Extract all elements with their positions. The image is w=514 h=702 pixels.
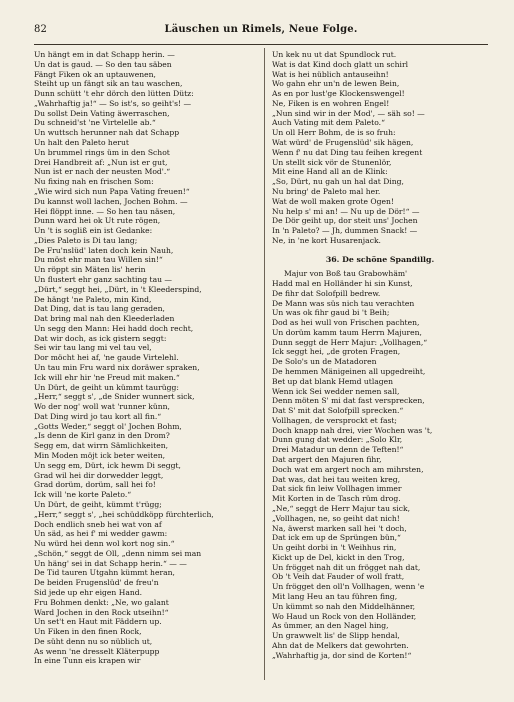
- verse-line: Dunn gung dat wedder: „Solo Klr,: [272, 435, 403, 445]
- verse-line: Un frögget nah dit un frögget nah dat,: [272, 562, 421, 572]
- verse-line: Dat wir doch, as ick gistern seggt:: [34, 333, 167, 343]
- verse-line: Ne, Fiken is en wohren Engel!: [272, 98, 390, 108]
- verse-line: „Herr,“ seggt s', „de Snider wunnert sick,: [34, 392, 195, 402]
- verse-line: „Schön,“ seggt de Oll, „denn nimm sei man: [34, 548, 202, 558]
- running-title: Läuschen un Rimels, Neue Folge.: [164, 24, 358, 35]
- verse-line: Ick will 'ne korte Paleto.“: [34, 490, 132, 500]
- verse-line: Un dat is gaud. — So den tau säben: [34, 59, 172, 69]
- verse-line: Grad dorüm, dorüm, sall hei fo!: [34, 480, 156, 490]
- verse-line: Drei Matadur un denn de Teften!“: [272, 445, 404, 455]
- verse-line: De fihr dat Solofpill bedrew.: [272, 288, 381, 298]
- verse-line: Nu bring' de Paleto mal her.: [272, 186, 381, 196]
- verse-line: De Fru'nslüd' laten doch kein Nauh,: [34, 245, 174, 255]
- verse-line: De beiden Frugenslüd' de freu'n: [34, 578, 159, 588]
- verse-line: De Solo's un de Matadoren: [272, 357, 377, 367]
- verse-line: Vollhagen, de versprockt et fast;: [272, 415, 397, 425]
- verse-line: Wo Haud un Rock von den Holländer,: [272, 611, 417, 621]
- verse-line: Hadd mal en Holländer hi sin Kunst,: [272, 278, 413, 288]
- verse-line: Mit eine Hand all an de Klink:: [272, 167, 388, 177]
- verse-line: „Wie wird sich nun Papa Vating freuen!“: [34, 186, 190, 196]
- verse-line: As wenn 'ne dresselt Kläterpupp: [34, 646, 160, 656]
- verse-line: Doch wat em argert noch am mihrsten,: [272, 464, 424, 474]
- verse-line: Un Dürt, de geiht un kümmt taurügg:: [34, 382, 179, 392]
- verse-line: Un flustert ehr ganz sachting tau —: [34, 274, 173, 284]
- page-number: 82: [34, 24, 48, 35]
- verse-line: As ümmer, an den Nagel hing,: [272, 621, 389, 631]
- verse-line: Dat bring mal nah den Kleederladen: [34, 314, 175, 324]
- verse-line: Un hängt em in dat Schapp herin. —: [34, 50, 175, 59]
- section-spacer: [272, 246, 488, 256]
- right-column: [272, 50, 488, 660]
- verse-line: Dod as hei wull von Frischen pachten,: [272, 318, 420, 328]
- verse-line: Drei Handbreit af: „Nun ist er gut,: [34, 157, 168, 167]
- verse-line: Un set't en Haut mit Fäddern up.: [34, 617, 162, 627]
- verse-line: Un kümmt so nah den Middelhänner,: [272, 601, 416, 611]
- verse-line: Ick will ehr hir 'ne Freud mit maken.“: [34, 372, 180, 382]
- verse-line: Un halt den Paleto herut: [34, 138, 129, 148]
- verse-line: Dat was, dat hei tau weiten kreg,: [272, 474, 401, 484]
- verse-line: Un Dürt, de geiht, kümmt t'rügg;: [34, 499, 162, 509]
- verse-line: Nu help s' mi an! — Nu up de Dör!“ —: [272, 206, 420, 216]
- verse-line: „Nun sind wir in der Mod', — säh so! —: [272, 108, 425, 118]
- verse-line: Mit Korten in de Tasch rüm drog.: [272, 494, 401, 504]
- verse-line: Dunn schütt 't ehr dörch den lütten Dütz:: [34, 89, 194, 99]
- verse-line: As en por lust'ge Klockenswengel!: [272, 89, 405, 99]
- verse-line: „Is denn de Kirl ganz in den Drom?: [34, 431, 170, 441]
- verse-line: Nu fixing nah en frischen Som:: [34, 177, 154, 187]
- verse-line: Dunn ward hei ok Ut rute rögen,: [34, 216, 161, 226]
- verse-line: Nu würd hei denn wol kort nog sin.“: [34, 539, 175, 549]
- verse-line: Un röppt sin Mäten lis' herin: [34, 265, 146, 275]
- verse-line: Bet up dat blank Hemd utlagen: [272, 376, 394, 386]
- verse-line: Wo der nog' woll wat 'runner künn,: [34, 402, 170, 412]
- verse-line: Dat ick em up de Sprüngen bün,“: [272, 533, 401, 543]
- verse-line: In eine Tunn eis krapen wir: [34, 656, 141, 666]
- verse-line: Wat würd' de Frugenslüd' sik hägen,: [272, 138, 414, 148]
- verse-line: Na, äwerst marken sall hei 't doch,: [272, 523, 407, 533]
- verse-line: Un dorüm kamm taum Herrn Majuren,: [272, 327, 422, 337]
- verse-line: „Wahrhaftig ja!“ — So ist's, so geiht's! —: [34, 98, 192, 108]
- verse-line: „Vollhagen, ne, so geiht dat nich!: [272, 513, 400, 523]
- verse-line: Wenn f' nu dat Ding tau feihen kregent: [272, 147, 423, 157]
- verse-line: Kickt up de Del, kickt in den Trog,: [272, 552, 405, 562]
- verse-line: „Dies Paleto is Di tau lang;: [34, 235, 138, 245]
- verse-line: De Tid tauren Utgahn kümmt heran,: [34, 568, 175, 578]
- verse-line: Mit lang Heu an tau führen fing,: [272, 591, 398, 601]
- page-header: [34, 24, 488, 42]
- verse-line: Sid jede up ehr eigen Hand.: [34, 587, 143, 597]
- verse-line: Du möst ehr man tau Willen sin!“: [34, 255, 163, 265]
- verse-line: Un Fiken in den finen Rock,: [34, 627, 142, 637]
- verse-line: Sei wir tau lang mi vel tau vel,: [34, 343, 152, 353]
- verse-line: Doch knapp nah drei, vier Wochen was 't,: [272, 425, 433, 435]
- verse-line: Un oll Herr Bohm, de is so fruh:: [272, 128, 396, 138]
- verse-line: Du sollst Dein Vating äwerraschen,: [34, 108, 170, 118]
- verse-line: Un wuttsch herunner nah dat Schapp: [34, 128, 180, 138]
- verse-line: Un brummel rings üm in den Schot: [34, 147, 170, 157]
- verse-line: Un säd, as hei f' mi wedder gawm:: [34, 529, 168, 539]
- verse-line: Grad wil hei dir dorwedder leggt,: [34, 470, 164, 480]
- verse-line: In 'n Paleto? — Jh, dummen Snack! —: [272, 226, 418, 236]
- verse-line: Un kek nu ut dat Spundlock rut.: [272, 50, 397, 59]
- verse-line: Un frögget den oll'n Vollhagen, wenn 'e: [272, 582, 425, 592]
- verse-line: Dunn seggt de Herr Majur: „Vollhagen,“: [272, 337, 428, 347]
- verse-line: Wat de woll maken grote Ogen!: [272, 196, 394, 206]
- verse-line: Fängt Fiken ok an uptauwenen,: [34, 69, 156, 79]
- verse-line: Fru Bohmen denkt: „Ne, wo galant: [34, 597, 169, 607]
- verse-line: Un geiht dorbi in 't Weihhus rin,: [272, 543, 397, 553]
- verse-line: Dat argert den Majuren fihr,: [272, 455, 382, 465]
- verse-line: „Dürt,“ seggt hei, „Dürt, in 't Kleederspind,: [34, 284, 202, 294]
- verse-line: Nun ist er nach der neusten Mod'.“: [34, 167, 171, 177]
- verse-line: Du kannst woll lachen, Jochen Bohm. —: [34, 196, 188, 206]
- verse-line: Un segg em, Dürt, ick hewm Di seggt,: [34, 460, 181, 470]
- verse-line: Un stellt sick vör de Stunenlör,: [272, 157, 392, 167]
- verse-line: Dat Ding, dat is tau lang geraden,: [34, 304, 165, 314]
- verse-line: Ick seggt hei, „de groten Fragen,: [272, 347, 401, 357]
- verse-line: Dat Ding wird jo tau kort all fin.“: [34, 411, 162, 421]
- verse-line: De süht denn nu so nüblich ut,: [34, 636, 153, 646]
- verse-line: De hängt 'ne Paleto, min Kind,: [34, 294, 152, 304]
- verse-line: Ne, in 'ne kort Husarenjack.: [272, 235, 381, 245]
- verse-line: Ob 't Veih dat Fauder of woll fratt,: [272, 572, 405, 582]
- verse-line: Segg em, dat wirrn Sämlichkeiten,: [34, 441, 169, 451]
- verse-line: „Ne,“ seggt de Herr Majur tau sick,: [272, 503, 410, 513]
- left-column: [34, 50, 248, 666]
- verse-line: Min Moden möjt ick beter weiten,: [34, 451, 166, 461]
- verse-line: Un tau min Fru ward nix doräwer spraken,: [34, 363, 200, 372]
- verse-line: De Dör geiht up, dor steit uns' Jochen: [272, 216, 418, 226]
- verse-line: „Wahrhaftig ja, dor sind de Korten!“: [272, 650, 412, 660]
- verse-line: Un 't is sogliß ein ist Gedanke:: [34, 226, 153, 236]
- verse-line: Wenn ick Sei wedder nemen sall,: [272, 386, 400, 396]
- verse-line: Wo gahn ehr un'n de lewen Bein,: [272, 79, 400, 89]
- verse-line: Dat sick fin leiw Vollhagen immer: [272, 484, 402, 494]
- verse-line: Steiht up un fängt sik an tau waschen,: [34, 79, 183, 89]
- verse-line: Un was ok fihr gaud bi 't Beih;: [272, 308, 390, 318]
- section-title: 36. De schöne Spandillg.: [325, 255, 435, 265]
- column-divider: [264, 48, 265, 680]
- verse-line: Ward Jochen in den Rock utseihn!“: [34, 607, 169, 617]
- verse-line: Un häng' sei in dat Schapp herin.“ — —: [34, 558, 187, 568]
- verse-line: Dat S' mit dat Solofpill sprecken.“: [272, 406, 404, 416]
- verse-line: Un segg den Mann: Hei hadd doch recht,: [34, 323, 194, 333]
- verse-line: Dor möcht hei af, 'ne gaude Virtelehl.: [34, 353, 179, 363]
- verse-line: Majur von Boß tau Grabowhäm': [284, 269, 408, 279]
- verse-line: Doch endlich sneb hei wat von af: [34, 519, 162, 529]
- verse-line: Wat is dat Kind doch glatt un schirl: [272, 59, 409, 69]
- verse-line: Un grawwelt lis' de Slipp hendal,: [272, 631, 400, 641]
- verse-line: „Herr,“ seggt s', „hei schüddköpp fürchterlich,: [34, 509, 214, 519]
- verse-line: „So, Dürt, nu gah un hal dat Ding,: [272, 177, 404, 187]
- verse-line: „Gotts Weder,“ seggt ol' Jochen Bohm,: [34, 421, 182, 431]
- verse-line: Auch Vating mit dem Paleto.“: [272, 118, 385, 128]
- verse-line: Wat is hei nüblich antauseihn!: [272, 69, 389, 79]
- header-rule: [34, 44, 488, 45]
- verse-line: Hei flöppt inne. — So hen tau näsen,: [34, 206, 176, 216]
- verse-line: Du schneid'st 'ne Virtelelle ab.“: [34, 118, 156, 128]
- verse-line: Denn möten S' mi dat fast versprecken,: [272, 396, 425, 406]
- verse-line: De hemmen Mänigeinen all upgedreiht,: [272, 367, 426, 376]
- verse-line: De Mann was süs nich tau verachten: [272, 298, 415, 308]
- verse-line: Ahn dat de Melkers dat gewohrten.: [272, 640, 409, 650]
